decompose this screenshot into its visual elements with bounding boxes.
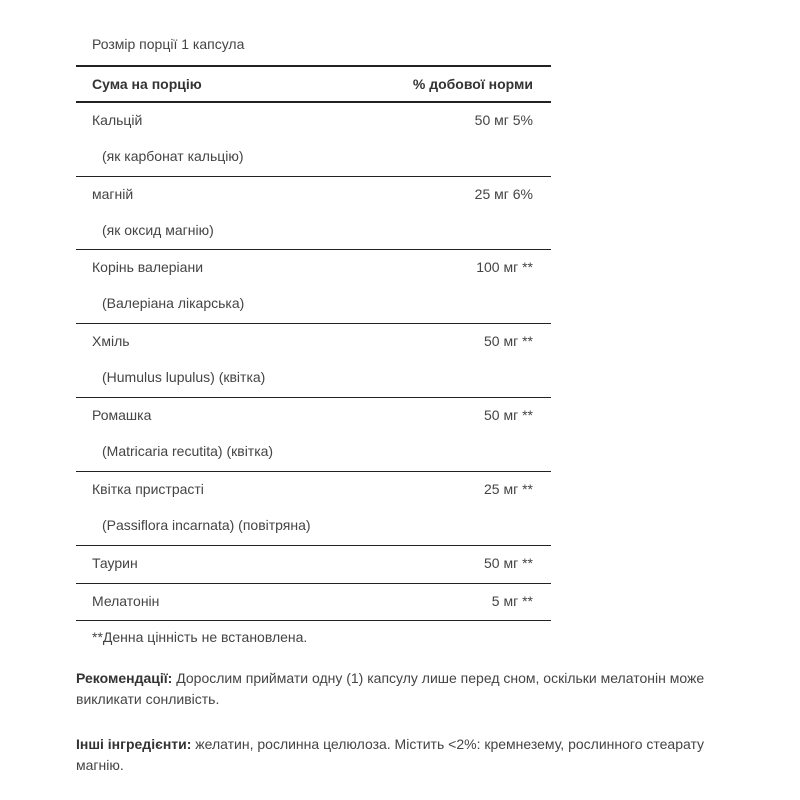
ingredient-amount: 25 мг 6% xyxy=(474,186,533,202)
ingredient-amount: 50 мг ** xyxy=(484,407,533,423)
other-ingredients-label: Інші інгредієнти: xyxy=(76,736,192,752)
ingredient-name: Корінь валеріани xyxy=(92,259,204,275)
other-ingredients-paragraph xyxy=(76,734,716,776)
ingredient-name: Кальцій xyxy=(92,112,143,128)
ingredient-source: (як оксид магнію) xyxy=(102,222,214,238)
ingredient-row-valerian xyxy=(76,250,551,324)
amount-per-serving-header: Сума на порцію xyxy=(92,76,202,92)
ingredient-name: Мелатонін xyxy=(92,593,160,609)
ingredient-name: магній xyxy=(92,186,134,202)
ingredient-row-melatonin xyxy=(76,584,551,621)
ingredient-row-passionflower xyxy=(76,472,551,546)
ingredient-row-taurine xyxy=(76,546,551,584)
ingredient-row-magnesium xyxy=(76,177,551,250)
ingredient-amount: 100 мг ** xyxy=(476,259,533,275)
ingredient-amount: 5 мг ** xyxy=(491,593,533,609)
ingredient-row-hops xyxy=(76,324,551,398)
ingredient-source: (Валеріана лікарська) xyxy=(102,295,245,311)
ingredient-row-calcium xyxy=(76,103,551,177)
ingredient-amount: 50 мг ** xyxy=(484,333,533,349)
ingredient-source: (Matricaria recutita) (квітка) xyxy=(102,443,274,459)
recommendations-text: Дорослим приймати одну (1) капсулу лише перед сном, оскільки мелатонін може викликати сонливість. xyxy=(76,670,705,707)
serving-size: Розмір порції 1 капсула xyxy=(92,36,245,52)
ingredient-name: Таурин xyxy=(92,555,138,571)
daily-value-header: % добової норми xyxy=(412,76,533,92)
daily-value-footnote: **Денна цінність не встановлена. xyxy=(92,629,308,645)
ingredient-amount: 50 мг ** xyxy=(484,555,533,571)
recommendations-label: Рекомендації: xyxy=(76,670,173,686)
supplement-facts-header xyxy=(76,65,551,103)
ingredient-source: (як карбонат кальцію) xyxy=(102,148,244,164)
ingredient-amount: 25 мг ** xyxy=(484,481,533,497)
recommendations-paragraph xyxy=(76,668,716,710)
ingredient-name: Хміль xyxy=(92,333,130,349)
other-ingredients-text: желатин, рослинна целюлоза. Містить <2%: кремнезему, рослинного стеарату магнію. xyxy=(76,736,705,773)
ingredient-row-chamomile xyxy=(76,398,551,472)
ingredient-amount: 50 мг 5% xyxy=(474,112,533,128)
ingredient-name: Ромашка xyxy=(92,407,152,423)
ingredient-source: (Humulus lupulus) (квітка) xyxy=(102,369,266,385)
ingredient-source: (Passiflora incarnata) (повітряна) xyxy=(102,517,311,533)
ingredient-name: Квітка пристрасті xyxy=(92,481,204,497)
